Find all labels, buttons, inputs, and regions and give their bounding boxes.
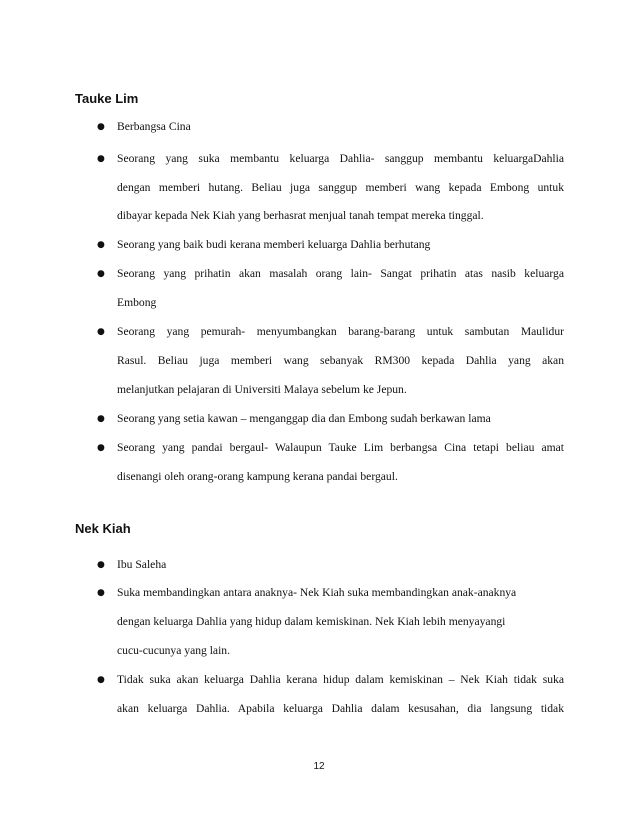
section-title-nek-kiah: Nek Kiah	[75, 521, 131, 536]
list-item-line: melanjutkan pelajaran di Universiti Malaya sebelum ke Jepun.	[117, 383, 407, 396]
list-item-line: Seorang yang setia kawan – menganggap dia dan Embong sudah berkawan lama	[117, 412, 491, 425]
bullet-icon: ●	[97, 269, 105, 279]
list-item-line: Embong	[117, 296, 157, 309]
list-item-line: Seorang yang pemurah- menyumbangkan barang-barang untuk sambutan Maulidur	[117, 325, 564, 338]
list-item-line: Seorang yang prihatin akan masalah orang lain- Sangat prihatin atas nasib keluarga	[117, 267, 564, 280]
page-number: 12	[313, 761, 325, 772]
list-item-line: Seorang yang suka membantu keluarga Dahlia- sanggup membantu keluargaDahlia	[117, 152, 564, 165]
bullet-icon: ●	[97, 560, 105, 570]
list-item-line: Seorang yang pandai bergaul- Walaupun Tauke Lim berbangsa Cina tetapi beliau amat	[117, 441, 564, 454]
bullet-icon: ●	[97, 675, 105, 685]
list-item-line: dengan keluarga Dahlia yang hidup dalam kemiskinan. Nek Kiah lebih menyayangi	[117, 615, 506, 628]
list-item-line: akan keluarga Dahlia. Apabila keluarga Dahlia dalam kesusahan, dia langsung tidak	[117, 702, 564, 715]
list-item-line: Ibu Saleha	[117, 558, 167, 571]
bullet-icon: ●	[97, 327, 105, 337]
bullet-icon: ●	[97, 588, 105, 598]
bullet-icon: ●	[97, 414, 105, 424]
bullet-icon: ●	[97, 122, 105, 132]
list-item-line: Suka membandingkan antara anaknya- Nek Kiah suka membandingkan anak-anaknya	[117, 586, 517, 599]
list-item-line: Rasul. Beliau juga memberi wang sebanyak RM300 kepada Dahlia yang akan	[117, 354, 564, 367]
section-title-tauke-lim: Tauke Lim	[75, 91, 139, 106]
list-item-line: dibayar kepada Nek Kiah yang berhasrat menjual tanah tempat mereka tinggal.	[117, 209, 484, 222]
bullet-icon: ●	[97, 240, 105, 250]
bullet-icon: ●	[97, 443, 105, 453]
list-item-line: Berbangsa Cina	[117, 120, 191, 133]
bullet-icon: ●	[97, 154, 105, 164]
list-item-line: disenangi oleh orang-orang kampung kerana pandai bergaul.	[117, 470, 398, 483]
list-item-line: Seorang yang baik budi kerana memberi keluarga Dahlia berhutang	[117, 238, 431, 251]
list-item-line: Tidak suka akan keluarga Dahlia kerana hidup dalam kemiskinan – Nek Kiah tidak suka	[117, 673, 564, 686]
list-item-line: dengan memberi hutang. Beliau juga sanggup memberi wang kepada Embong untuk	[117, 181, 564, 194]
list-item-line: cucu-cucunya yang lain.	[117, 644, 230, 657]
